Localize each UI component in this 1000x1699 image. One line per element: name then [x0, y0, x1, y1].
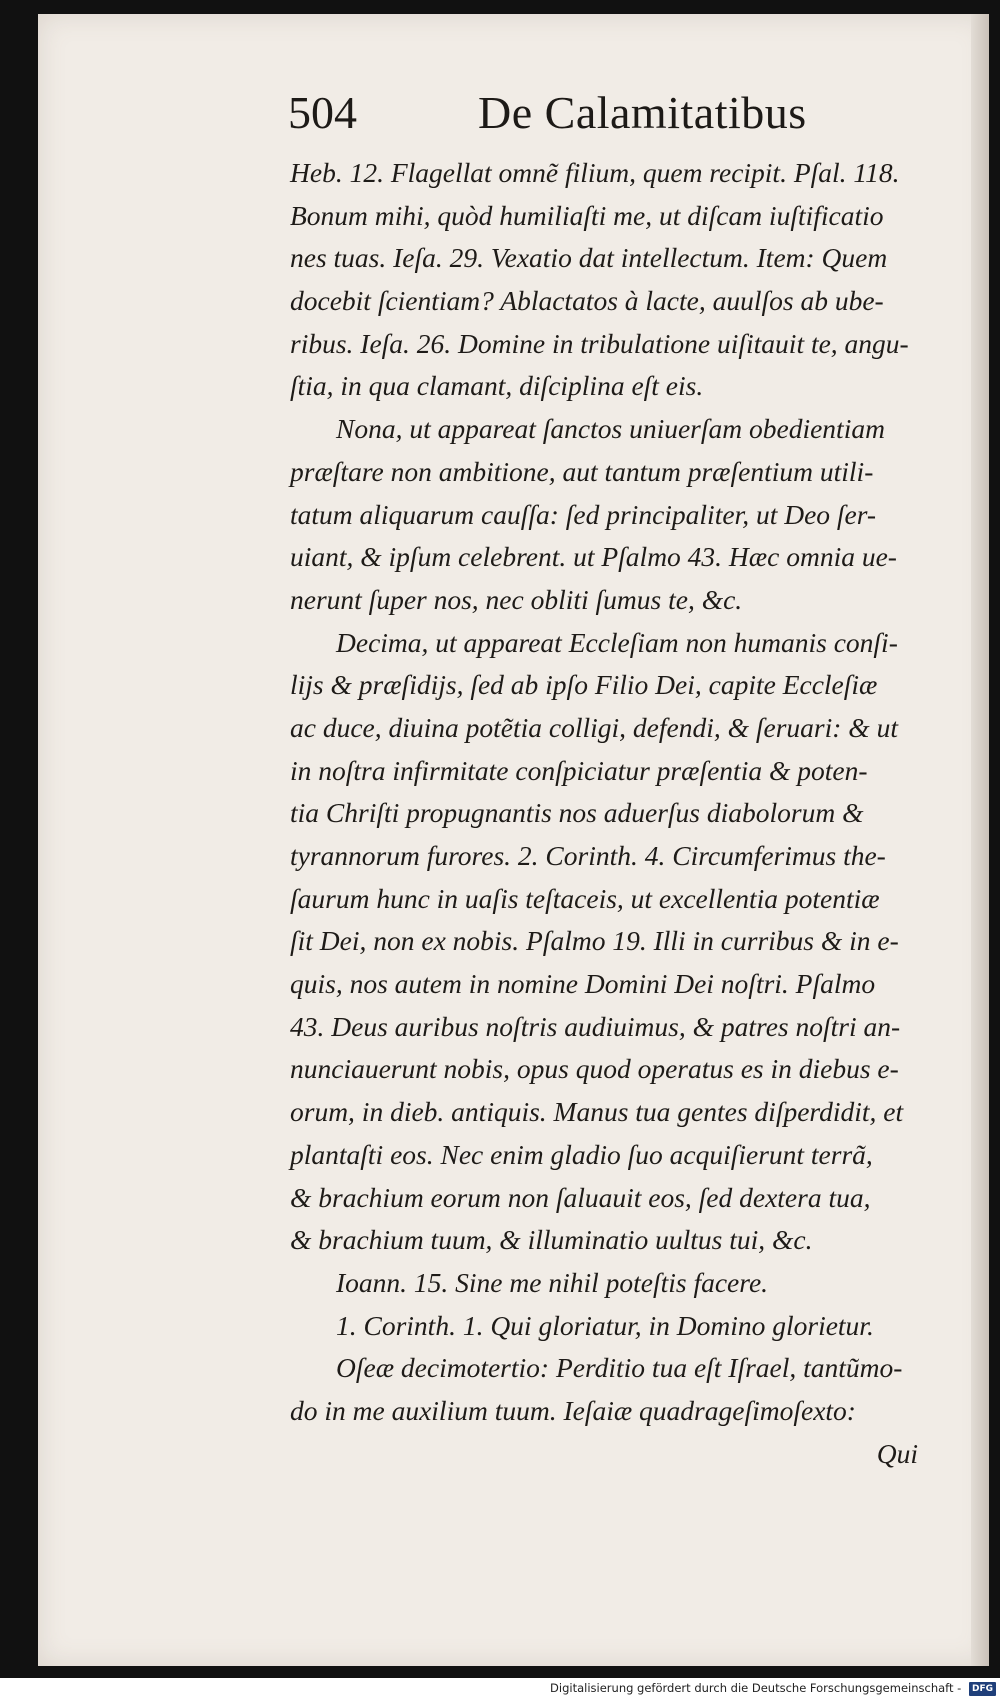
- text-line: 1. Corinth. 1. Qui gloriatur, in Domino glorietur.: [336, 1309, 874, 1341]
- text-line: lijs & præſidijs, ſed ab ipſo Filio Dei, capite Eccleſiæ: [290, 669, 878, 701]
- text-line: tyrannorum furores. 2. Corinth. 4. Circumferimus the-: [290, 840, 886, 871]
- running-title: De Calamitatibus: [478, 87, 807, 138]
- text-line: tatum aliquarum cauſſa: ſed principaliter, ut Deo ſer-: [290, 498, 877, 530]
- text-line: Oſeæ decimotertio: Perditio tua eſt Iſrael, tantũmo-: [336, 1352, 903, 1384]
- text-line: nunciauerunt nobis, opus quod operatus es in diebus e-: [290, 1053, 899, 1085]
- text-line: ſaurum hunc in uaſis teſtaceis, ut excellentia potentiæ: [290, 882, 880, 914]
- text-line: ſtia, in qua clamant, diſciplina eſt eis.: [290, 370, 704, 402]
- text-line: orum, in dieb. antiquis. Manus tua gentes diſperdidit, et: [290, 1096, 904, 1128]
- book-page: [38, 14, 989, 1666]
- text-line: Nona, ut appareat ſanctos uniuerſam obedientiam: [336, 413, 885, 445]
- page-number: 504: [288, 87, 357, 138]
- text-line: & brachium eorum non ſaluauit eos, ſed dextera tua,: [290, 1181, 871, 1213]
- text-line: præſtare non ambitione, aut tantum præſentium utili-: [290, 455, 874, 487]
- dfg-logo: DFG: [969, 1682, 996, 1696]
- text-line: Bonum mihi, quòd humiliaſti me, ut diſcam iuſtificatio: [290, 199, 884, 231]
- text-line: Heb. 12. Flagellat omnẽ filium, quem recipit. Pſal. 118.: [290, 157, 900, 188]
- funding-credit: Digitalisierung gefördert durch die Deutsche Forschungsgemeinschaft -: [550, 1681, 962, 1695]
- text-line: ac duce, diuina potẽtia colligi, defendi, & ſeruari: & ut: [290, 711, 898, 743]
- text-line: nes tuas. Ieſa. 29. Vexatio dat intellectum. Item: Quem: [290, 242, 888, 274]
- text-line: ribus. Ieſa. 26. Domine in tribulatione uiſitauit te, angu-: [290, 327, 909, 359]
- page-header: [288, 86, 848, 156]
- text-line: 43. Deus auribus noſtris audiuimus, & patres noſtri an-: [290, 1010, 901, 1042]
- body-text: [290, 152, 980, 1475]
- text-line: Ioann. 15. Sine me nihil poteſtis facere.: [336, 1266, 769, 1298]
- text-line: Decima, ut appareat Eccleſiam non humanis conſi-: [336, 626, 898, 658]
- text-line: quis, nos autem in nomine Domini Dei noſtri. Pſalmo: [290, 968, 876, 1000]
- text-line: nerunt ſuper nos, nec obliti ſumus te, &c.: [290, 583, 743, 615]
- catchword: Qui: [876, 1437, 918, 1469]
- text-line: docebit ſcientiam? Ablactatos à lacte, auulſos ab ube-: [290, 285, 884, 317]
- text-line: & brachium tuum, & illuminatio uultus tui, &c.: [290, 1224, 813, 1256]
- text-line: do in me auxilium tuum. Ieſaiæ quadrageſimoſexto:: [290, 1394, 856, 1426]
- text-line: tia Chriſti propugnantis nos aduerſus diabolorum &: [290, 797, 864, 829]
- text-line: plantaſti eos. Nec enim gladio ſuo acquiſierunt terrã,: [290, 1138, 873, 1170]
- text-line: ſit Dei, non ex nobis. Pſalmo 19. Illi in curribus & in e-: [290, 925, 899, 957]
- digitization-footer: [0, 1678, 1000, 1699]
- text-line: uiant, & ipſum celebrent. ut Pſalmo 43. Hæc omnia ue-: [290, 541, 897, 573]
- text-line: in noſtra infirmitate conſpiciatur præſentia & poten-: [290, 754, 868, 786]
